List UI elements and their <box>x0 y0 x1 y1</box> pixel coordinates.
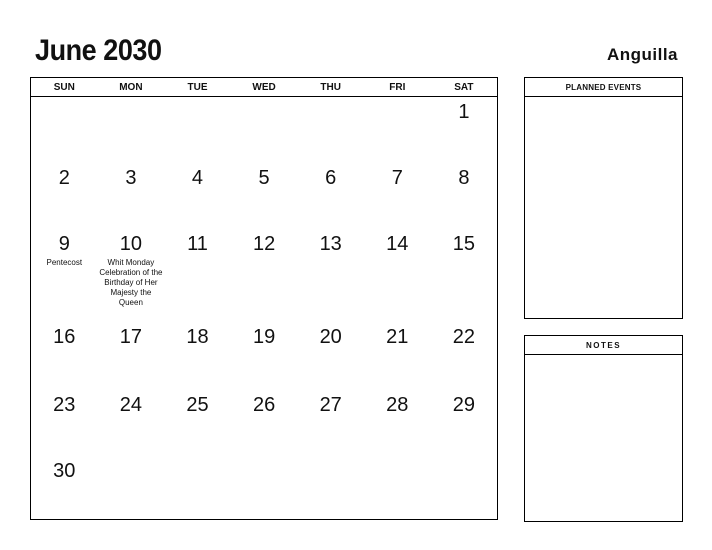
day-number: 12 <box>252 233 276 255</box>
day-cell <box>164 325 231 349</box>
day-cell <box>297 393 364 417</box>
day-number: 29 <box>452 394 476 416</box>
planned-events-heading: PLANNED EVENTS <box>525 78 682 97</box>
day-cell <box>431 100 498 124</box>
day-cell <box>364 166 431 190</box>
page-title: June 2030 <box>35 34 162 67</box>
day-number: 24 <box>119 394 143 416</box>
day-cell <box>364 232 431 256</box>
day-number: 20 <box>319 326 342 348</box>
day-number: 9 <box>58 233 70 255</box>
day-cell <box>31 325 98 349</box>
day-number: 3 <box>125 167 137 189</box>
day-number: 27 <box>319 394 342 416</box>
day-cell <box>431 325 498 349</box>
holiday-label: Whit Monday Celebration of the Birthday of Her Majesty the Queen <box>99 258 163 307</box>
day-number: 11 <box>187 233 208 255</box>
day-number: 8 <box>458 167 470 189</box>
day-cell <box>231 166 298 190</box>
day-number: 16 <box>53 326 76 348</box>
region-label: Anguilla <box>606 45 678 64</box>
weekday-sun: SUN <box>53 82 75 93</box>
day-cell <box>98 325 165 349</box>
day-number: 21 <box>386 326 409 348</box>
day-cell <box>164 232 231 256</box>
day-number: 7 <box>391 167 403 189</box>
day-cell <box>231 232 298 256</box>
day-number: 22 <box>452 326 476 348</box>
weekday-thu: THU <box>320 82 341 93</box>
day-number: 28 <box>386 394 409 416</box>
day-cell <box>231 393 298 417</box>
day-cell <box>431 166 498 190</box>
day-cell <box>297 325 364 349</box>
weekday-fri: FRI <box>389 82 406 93</box>
day-cell <box>98 166 165 190</box>
day-number: 23 <box>53 394 76 416</box>
day-number: 19 <box>252 326 276 348</box>
planned-events-panel <box>524 77 683 319</box>
day-number: 18 <box>186 326 209 348</box>
day-cell <box>431 393 498 417</box>
day-cell <box>98 232 165 308</box>
day-cell <box>231 325 298 349</box>
weekday-mon: MON <box>119 82 143 93</box>
day-cell <box>31 393 98 417</box>
day-cell <box>364 393 431 417</box>
day-number: 14 <box>386 233 409 255</box>
notes-panel <box>524 335 683 522</box>
day-cell <box>31 232 98 268</box>
day-number: 6 <box>325 167 337 189</box>
day-number: 15 <box>452 233 476 255</box>
calendar-grid <box>30 77 498 520</box>
day-number: 1 <box>458 101 470 123</box>
weekday-sat: SAT <box>454 82 474 93</box>
day-cell <box>164 166 231 190</box>
day-number: 4 <box>191 167 204 189</box>
day-cell <box>98 393 165 417</box>
day-cell <box>297 166 364 190</box>
weekday-header <box>31 78 497 97</box>
day-cell <box>364 325 431 349</box>
day-number: 17 <box>119 326 143 348</box>
day-cell <box>31 459 98 483</box>
day-cell <box>164 393 231 417</box>
day-number: 13 <box>319 233 342 255</box>
notes-heading: NOTES <box>525 336 682 355</box>
day-number: 5 <box>258 167 270 189</box>
day-number: 10 <box>119 233 143 255</box>
day-cell <box>431 232 498 256</box>
holiday-label: Pentecost <box>46 258 83 267</box>
day-number: 25 <box>186 394 209 416</box>
day-cell <box>31 166 98 190</box>
weekday-wed: WED <box>252 82 276 93</box>
day-number: 2 <box>58 167 70 189</box>
day-number: 30 <box>53 460 76 482</box>
day-number: 26 <box>252 394 276 416</box>
day-cell <box>297 232 364 256</box>
weekday-tue: TUE <box>187 82 208 93</box>
